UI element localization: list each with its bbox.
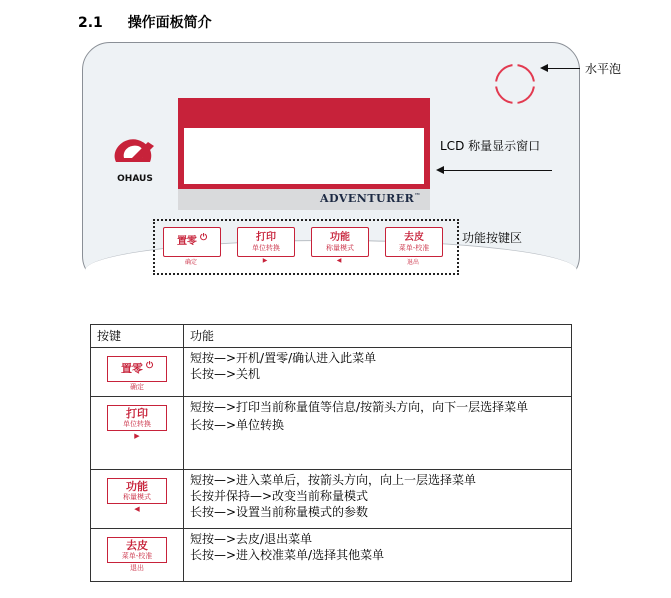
section-heading xyxy=(78,12,212,32)
header-key: 按键 xyxy=(91,325,184,348)
zero-key-image: 置零 ⏻ xyxy=(107,356,167,382)
zero-key-sublabel: 确定 xyxy=(184,259,197,266)
table-header-row xyxy=(91,325,572,348)
left-arrow-icon: ◀ xyxy=(134,505,140,513)
right-arrow-icon: ▶ xyxy=(134,432,140,440)
print-key-group xyxy=(237,227,295,264)
zero-button[interactable]: 置零 ⏻ xyxy=(163,227,221,257)
level-bubble-icon xyxy=(493,62,537,106)
brand-name: ADVENTURER™ xyxy=(320,192,421,205)
table-row: 打印 单位转换 ▶ 短按—>打印当前称量值等信息/按箭头方向，向下一层选择菜单 长按—>单位转换 xyxy=(91,397,572,470)
function-key-image: 功能 称量模式 xyxy=(107,478,167,504)
table-row: 去皮 菜单-校准 退出 短按—>去皮/退出菜单 长按—>进入校准菜单/选择其他菜单 xyxy=(91,529,572,582)
power-icon: ⏻ xyxy=(145,360,154,371)
lcd-callout-line xyxy=(442,170,552,171)
logo-text: OHAUS xyxy=(117,174,153,184)
ohaus-logo xyxy=(108,132,162,186)
level-callout-label: 水平泡 xyxy=(585,62,622,76)
right-arrow-icon: ▶ xyxy=(262,257,268,264)
lcd-display xyxy=(184,128,424,184)
table-row: 置零 ⏻ 确定 短按—>开机/置零/确认进入此菜单 长按—>关机 xyxy=(91,348,572,397)
zero-key-group xyxy=(163,227,221,266)
level-callout-arrow-icon xyxy=(540,64,548,72)
key-function-table xyxy=(90,324,572,582)
header-function: 功能 xyxy=(184,325,572,348)
keys-callout-label: 功能按键区 xyxy=(462,231,523,245)
tare-key-group xyxy=(385,227,443,266)
tare-key-image: 去皮 菜单-校准 xyxy=(107,537,167,563)
section-title: 操作面板简介 xyxy=(127,15,212,31)
tare-key-sublabel: 退出 xyxy=(406,259,419,266)
power-icon: ⏻ xyxy=(199,233,208,243)
function-button[interactable]: 功能 称量模式 xyxy=(311,227,369,257)
lcd-callout-arrow-icon xyxy=(436,166,444,174)
level-callout-line xyxy=(546,68,580,69)
ohaus-logo-icon xyxy=(108,132,162,172)
lcd-callout-label: LCD 称量显示窗口 xyxy=(440,139,541,153)
print-button[interactable]: 打印 单位转换 xyxy=(237,227,295,257)
left-arrow-icon: ◀ xyxy=(336,257,342,264)
print-key-image: 打印 单位转换 xyxy=(107,405,167,431)
tare-button[interactable]: 去皮 菜单-校准 xyxy=(385,227,443,257)
function-key-group xyxy=(311,227,369,264)
section-number: 2.1 xyxy=(78,15,103,31)
table-row: 功能 称量模式 ◀ 短按—>进入菜单后，按箭头方向，向上一层选择菜单 长按并保持—>改变当前称量模式 长按—>设置当前称量模式的参数 xyxy=(91,470,572,529)
